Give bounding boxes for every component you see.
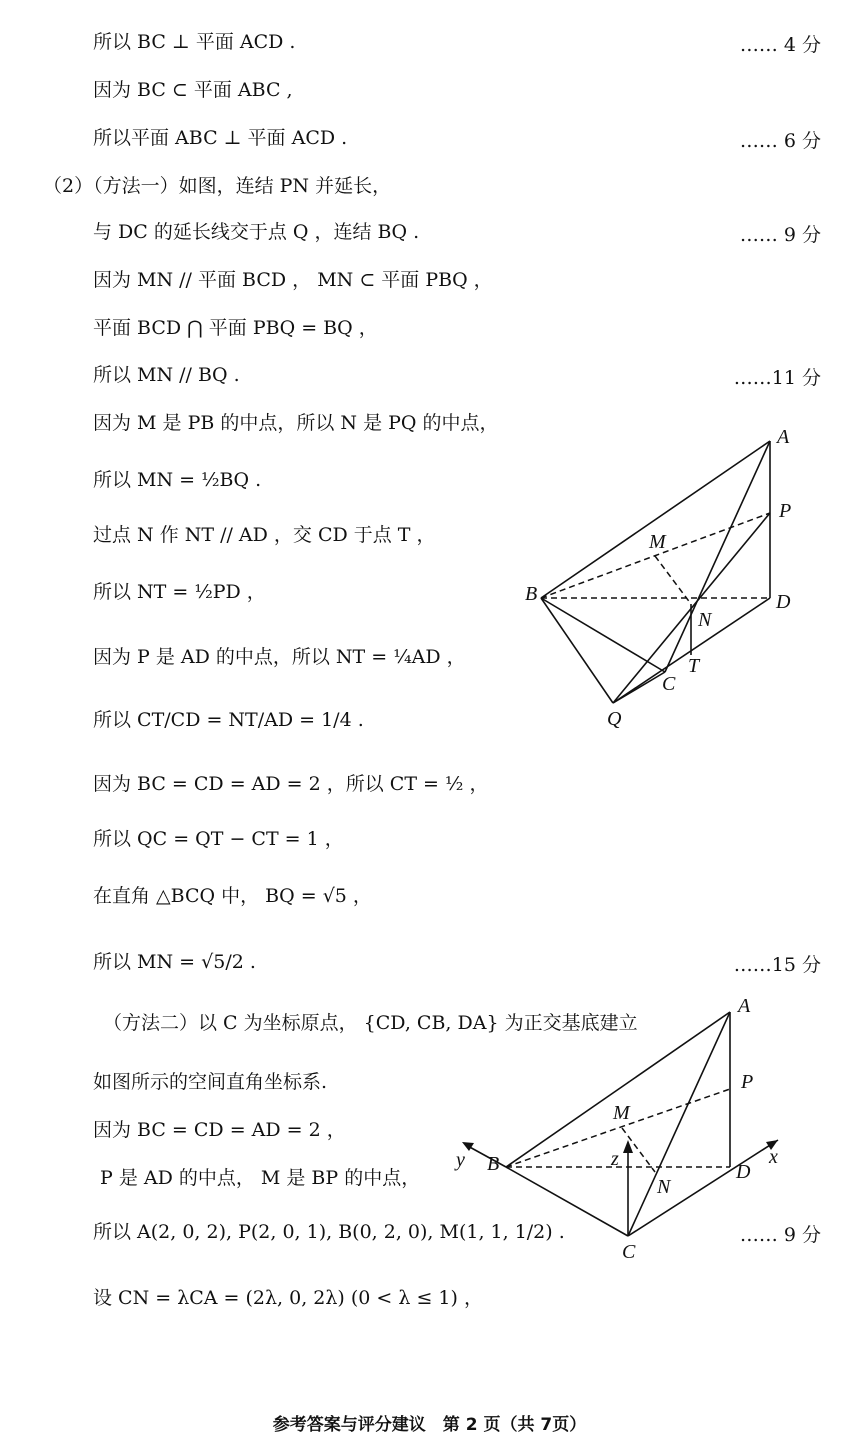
label-P: P (779, 500, 792, 522)
label-P: P (741, 1071, 754, 1093)
label-A: A (738, 995, 751, 1017)
label-C: C (662, 673, 676, 695)
label-D: D (776, 591, 791, 613)
label-y: y (456, 1149, 465, 1171)
page-footer: 参考答案与评分建议 第 2 页（共 7页） (272, 1415, 587, 1435)
label-x: x (769, 1146, 778, 1168)
text-line: 与 DC 的延长线交于点 Q ，连结 BQ . (93, 221, 420, 243)
label-A: A (777, 426, 790, 448)
label-D: D (736, 1161, 751, 1183)
text-line: 设 CN = λCA = (2λ, 0, 2λ) (0 < λ ≤ 1) ， (93, 1287, 483, 1309)
text-line: 因为 M 是 PB 的中点，所以 N 是 PQ 的中点， (93, 412, 499, 434)
text-line: 过点 N 作 NT // AD ，交 CD 于点 T ， (93, 524, 436, 546)
label-B: B (525, 583, 538, 605)
score-mark: ……15 分 (733, 954, 821, 976)
label-M: M (649, 531, 666, 553)
text-line: 平面 BCD ⋂ 平面 PBQ = BQ ， (93, 317, 378, 339)
text-line: 如图所示的空间直角坐标系. (93, 1071, 328, 1093)
text-line: 在直角 △BCQ 中， BQ = √5 ， (93, 885, 372, 907)
score-mark: …… 9 分 (739, 1224, 821, 1246)
score-mark: ……11 分 (733, 367, 821, 389)
geometry-figure-2 (450, 990, 810, 1265)
text-line: 所以 MN = √5/2 . (93, 951, 256, 973)
text-line: 因为 MN // 平面 BCD ， MN ⊂ 平面 PBQ ， (93, 269, 493, 291)
text-line: 所以 MN = ½BQ . (93, 469, 262, 491)
label-N: N (698, 609, 712, 631)
geometry-figure-1 (510, 420, 830, 740)
label-N: N (657, 1176, 671, 1198)
label-T: T (688, 655, 700, 677)
text-line: （方法二）以 C 为坐标原点， {CD, CB, DA} 为正交基底建立 (103, 1012, 638, 1034)
label-Q: Q (607, 708, 622, 730)
label-M: M (613, 1102, 630, 1124)
text-line: 因为 BC ⊂ 平面 ABC , (93, 79, 293, 101)
text-line: 所以 BC ⊥ 平面 ACD . (93, 31, 296, 53)
text-line: （2）（方法一）如图，连结 PN 并延长， (43, 175, 392, 197)
label-z: z (611, 1148, 619, 1170)
score-mark: …… 6 分 (739, 130, 821, 152)
text-line: 所以 NT = ½PD ， (93, 581, 266, 603)
text-line: 因为 BC = CD = AD = 2 ，所以 CT = ½ ， (93, 773, 489, 795)
text-line: 因为 BC = CD = AD = 2 ， (93, 1119, 346, 1141)
label-B: B (487, 1153, 500, 1175)
text-line: 所以 MN // BQ . (93, 364, 240, 386)
label-C: C (622, 1241, 636, 1263)
text-line: 因为 P 是 AD 的中点，所以 NT = ¼AD ， (93, 646, 466, 668)
score-mark: …… 9 分 (739, 224, 821, 246)
text-line: P 是 AD 的中点， M 是 BP 的中点， (100, 1167, 421, 1189)
text-line: 所以 A(2, 0, 2), P(2, 0, 1), B(0, 2, 0), M(1, 1, 1/2) . (93, 1221, 565, 1243)
text-line: 所以平面 ABC ⊥ 平面 ACD . (93, 127, 348, 149)
text-line: 所以 CT/CD = NT/AD = 1/4 . (93, 709, 364, 731)
score-mark: …… 4 分 (739, 34, 821, 56)
text-line: 所以 QC = QT − CT = 1 ， (93, 828, 344, 850)
